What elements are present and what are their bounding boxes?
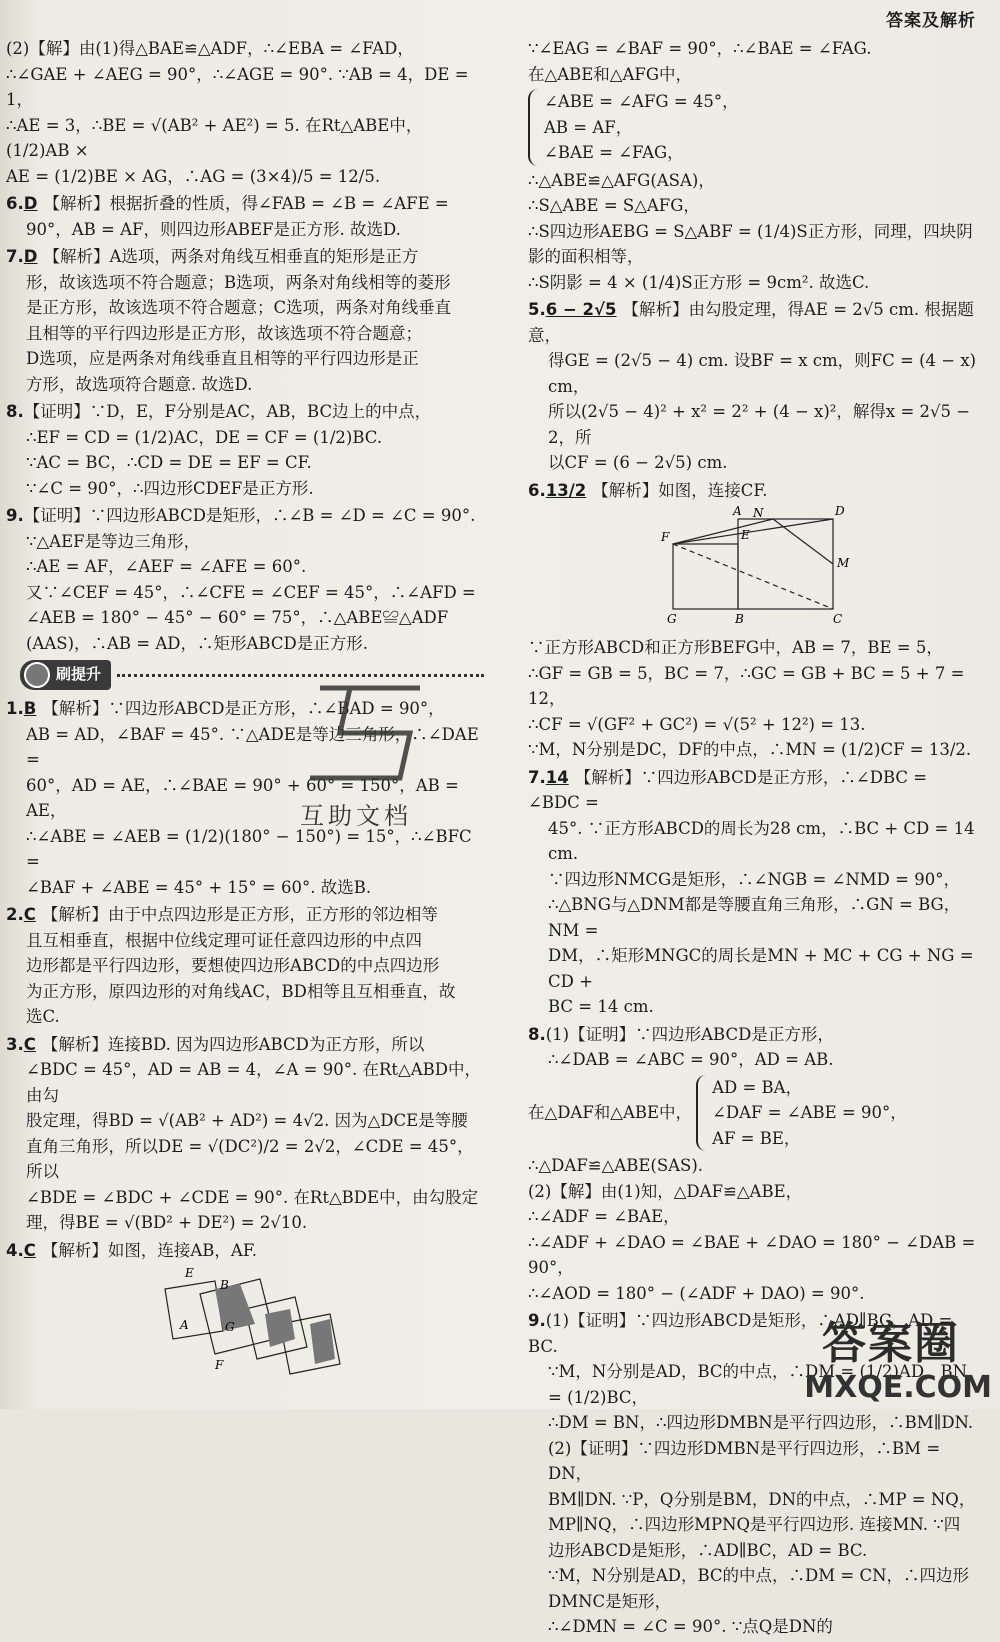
point-label: E: [741, 528, 750, 542]
answer-line: 边形ABCD是矩形，∴AD∥BC，AD = BC.: [548, 1540, 868, 1560]
point-label: M: [837, 556, 850, 570]
answer-item-k3: [6, 1032, 484, 1236]
answer-line: 所以(2√5 − 4)² + x² = 2² + (4 − x)²，解得x = 2√5 − 2，所: [548, 402, 971, 447]
brace-line: AF = BE，: [712, 1128, 801, 1148]
answer-line: 又∵∠CEF = 45°，∴∠CFE = ∠CEF = 45°，∴∠AFD =: [26, 582, 476, 602]
question-number: 5.: [528, 300, 546, 319]
answer-line: ∴CF = √(GF² + GC²) = √(5² + 12²) = 13.: [528, 714, 866, 734]
answer-line: 6.D 【解析】根据折叠的性质，得∠FAB = ∠B = ∠AFE =: [6, 194, 449, 213]
answer-line: D选项，应是两条对角线垂直且相等的平行四边形是正: [26, 349, 419, 368]
answer-item-r8b: [528, 1075, 978, 1152]
section-divider: [117, 674, 484, 677]
answer-item-r1c: [528, 168, 978, 296]
answer-choice: B: [23, 699, 37, 718]
answer-line: 理，得BE = √(BD² + DE²) = 2√10.: [26, 1213, 308, 1232]
answer-line: ∴∠DAB = ∠ABC = 90°，AD = AB.: [548, 1050, 834, 1069]
answer-item-r7: [528, 765, 978, 1020]
answer-line: ∴△DAF≌△ABE(SAS).: [528, 1156, 704, 1175]
answer-line: 2.C 【解析】由于中点四边形是正方形，正方形的邻边相等: [6, 905, 438, 924]
answer-line: 5.6 − 2√5 【解析】由勾股定理，得AE = 2√5 cm. 根据题意，: [528, 300, 974, 345]
answer-line: DMNC是矩形，: [548, 1591, 672, 1611]
answer-line: 且互相垂直，根据中位线定理可证任意四边形的中点四: [26, 930, 422, 950]
answer-line: 1.B 【解析】∵四边形ABCD是正方形，∴∠BAD = 90°，: [6, 699, 445, 718]
answer-line: (2)【解】由(1)知，△DAF≌△ABE，: [528, 1181, 803, 1201]
answer-item-l9: [6, 503, 484, 656]
brace-mark: [528, 89, 540, 166]
answer-line: 边形都是平行四边形，要想使四边形ABCD的中点四边形: [26, 956, 440, 975]
answer-line: ∠BAF + ∠ABE = 45° + 15° = 60°. 故选B.: [26, 877, 372, 897]
pencil-icon: [24, 662, 50, 688]
answer-line: ∴DM = BN，∴四边形DMBN是平行四边形，∴BM∥DN.: [548, 1413, 974, 1432]
answer-line: BM∥DN. ∵P，Q分别是BM，DN的中点，∴MP = NQ，: [548, 1489, 976, 1509]
answer-line: 45°. ∵正方形ABCD的周长为28 cm，∴BC + CD = 14 cm.: [548, 818, 975, 863]
answer-line: 90°，AB = AF，则四边形ABEF是正方形. 故选D.: [26, 219, 401, 239]
brace-line: AB = AF，: [544, 117, 633, 137]
square-figure-left: [145, 1266, 345, 1389]
answer-line: ∵△AEF是等边三角形，: [26, 531, 201, 551]
answer-line: 且相等的平行四边形是正方形，故该选项不符合题意；: [26, 323, 422, 343]
answer-line: AB = AD，∠BAF = 45°. ∵△ADE是等边三角形，∴∠DAE =: [26, 724, 479, 769]
answer-line: 7.14 【解析】∵四边形ABCD是正方形，∴∠DBC = ∠BDC =: [528, 767, 928, 812]
answer-line: 股定理，得BD = √(AB² + AD²) = 4√2. 因为△DCE是等腰: [26, 1111, 468, 1130]
answer-choice: C: [23, 1240, 36, 1260]
question-number: 9.: [528, 1311, 546, 1330]
answer-item-r8c: [528, 1153, 978, 1306]
answer-item-l8: [6, 399, 484, 501]
question-number: 8.: [528, 1024, 546, 1044]
brace-line: AD = BA，: [712, 1077, 803, 1097]
answer-line: 4.C 【解析】如图，连接AB，AF.: [6, 1240, 257, 1260]
answer-line: ∴AE = AF，∠AEF = ∠AFE = 60°.: [26, 557, 307, 576]
answer-line: ∴EF = CD = (1/2)AC，DE = CF = (1/2)BC.: [26, 427, 383, 447]
answer-choice: 14: [545, 767, 569, 787]
question-number: 6.: [528, 480, 546, 500]
answer-line: 为正方形，原四边形的对角线AC，BD相等且互相垂直，故: [26, 981, 456, 1001]
answer-line: ∴△BNG与△DNM都是等腰直角三角形，∴GN = BG，NM =: [548, 895, 961, 940]
answer-line: ∴∠DMN = ∠C = 90°. ∵点Q是DN的: [548, 1617, 833, 1636]
answer-line: 6.13/2 【解析】如图，连接CF.: [528, 480, 768, 500]
answer-line: 在△ABE和△AFG中，: [528, 64, 693, 84]
answer-choice: C: [23, 1034, 36, 1054]
answer-choice: 13/2: [545, 480, 587, 500]
answer-line: (2)【证明】∵四边形DMBN是平行四边形，∴BM = DN，: [548, 1438, 941, 1483]
point-label: D: [835, 504, 845, 518]
point-label: B: [735, 612, 744, 626]
point-label: E: [185, 1266, 194, 1280]
answer-line: ∴S阴影 = 4 × (1/4)S正方形 = 9cm². 故选C.: [528, 272, 870, 292]
watermark-logo: [300, 678, 440, 788]
answer-item-r6: [528, 478, 978, 504]
answer-line: ∵∠C = 90°，∴四边形CDEF是正方形.: [26, 478, 314, 498]
answer-line: 9.(1)【证明】∵四边形ABCD是矩形，∴AD∥BC，AD = BC.: [528, 1311, 953, 1356]
answer-line: ∠BDC = 45°，AD = AB = 4，∠A = 90°. 在Rt△ABD中，由勾: [26, 1060, 481, 1105]
question-number: 7.: [6, 247, 24, 266]
answer-item-k2: [6, 902, 484, 1030]
point-label: A: [733, 504, 742, 518]
answer-line: 8.【证明】∵D，E，F分别是AC，AB，BC边上的中点，: [6, 402, 432, 421]
answer-item-l1: [6, 36, 484, 189]
brace-line: ∠BAE = ∠FAG，: [544, 143, 684, 162]
watermark-url: MXQE.COM: [804, 1370, 992, 1405]
answer-line: ∴∠ADF + ∠DAO = ∠BAE + ∠DAO = 180° − ∠DAB = 90°，: [528, 1232, 976, 1277]
answer-item-l6: [6, 191, 484, 242]
question-number: 8.: [6, 402, 24, 421]
page-header: 答案及解析: [886, 11, 976, 31]
answer-line: 8.(1)【证明】∵四边形ABCD是正方形，: [528, 1024, 834, 1044]
answer-line: ∵AC = BC，∴CD = DE = EF = CF.: [26, 453, 312, 472]
answer-line: 方形，故选项符合题意. 故选D.: [26, 374, 253, 394]
answer-line: ∵M，N分别是DC，DF的中点，∴MN = (1/2)CF = 13/2.: [528, 740, 972, 759]
answer-line: ∴GF = GB = 5，BC = 7，∴GC = GB + BC = 5 + 7 = 12，: [528, 663, 965, 708]
answer-line: AE = (1/2)BE × AG，∴AG = (3×4)/5 = 12/5.: [6, 166, 381, 186]
answer-line: ∴∠GAE + ∠AEG = 90°，∴∠AGE = 90°. ∵AB = 4，DE = 1，: [6, 64, 469, 109]
answer-line: (2)【解】由(1)得△BAE≌△ADF，∴∠EBA = ∠FAD，: [6, 39, 414, 58]
answer-line: 选C.: [26, 1007, 60, 1026]
answer-item-r1b: [528, 89, 978, 166]
answer-choice: D: [23, 194, 38, 213]
answer-line: ∵∠EAG = ∠BAF = 90°，∴∠BAE = ∠FAG.: [528, 39, 872, 58]
question-number: 1.: [6, 699, 24, 718]
square-figure-right: [653, 504, 853, 629]
answer-line: (AAS)，∴AB = AD，∴矩形ABCD是正方形.: [26, 633, 368, 653]
answer-line: 直角三角形，所以DE = √(DC²)/2 = 2√2，∠CDE = 45°，所以: [26, 1136, 474, 1181]
square-1: [165, 1281, 223, 1339]
answer-line: DM，∴矩形MNGC的周长是MN + MC + CG + NG = CD +: [548, 946, 974, 991]
question-number: 6.: [6, 194, 24, 213]
answer-line: ∴AE = 3，∴BE = √(AB² + AE²) = 5. 在Rt△ABE中，(1/2)AB ×: [6, 115, 423, 160]
answer-line: 是正方形，故该选项不符合题意；C选项，两条对角线垂直: [26, 298, 452, 317]
brace-line: ∠DAF = ∠ABE = 90°，: [712, 1103, 907, 1122]
answer-item-k4: [6, 1238, 484, 1264]
section-title: 刷提升: [56, 665, 102, 684]
answer-choice: C: [23, 905, 36, 924]
answer-line: 得GE = (2√5 − 4) cm. 设BF = x cm，则FC = (4 − x) cm，: [548, 351, 977, 396]
watermark-text: 互助文档: [300, 802, 412, 830]
answer-line: MP∥NQ，∴四边形MPNQ是平行四边形. 连接MN. ∵四: [548, 1515, 961, 1534]
question-number: 2.: [6, 905, 24, 924]
answer-line: ∠BDE = ∠BDC + ∠CDE = 90°. 在Rt△BDE中，由勾股定: [26, 1187, 479, 1207]
point-label: G: [225, 1320, 235, 1334]
answer-item-r5: [528, 297, 978, 476]
answer-line: 以CF = (6 − 2√5) cm.: [548, 453, 728, 472]
question-number: 3.: [6, 1034, 24, 1054]
question-number: 9.: [6, 506, 24, 525]
answer-line: 形，故该选项不符合题意；B选项，两条对角线相等的菱形: [26, 272, 451, 292]
brace-prefix: 在△DAF和△ABE中，: [528, 1103, 693, 1122]
point-label: F: [215, 1358, 224, 1372]
answer-item-r8: [528, 1022, 978, 1073]
answer-line: ∵正方形ABCD和正方形BEFG中，AB = 7，BE = 5，: [528, 638, 943, 657]
brace-line: ∠ABE = ∠AFG = 45°，: [544, 92, 739, 111]
question-number: 7.: [528, 767, 546, 787]
answer-line: 7.D 【解析】A选项，两条对角线互相垂直的矩形是正方: [6, 247, 419, 266]
brace-mark: [696, 1075, 708, 1152]
point-label: F: [661, 530, 670, 544]
point-label: B: [220, 1278, 229, 1292]
answer-line: ∴S四边形AEBG = S△ABF = (1/4)S正方形，同理，四块阴影的面积相等，: [528, 221, 973, 266]
answer-item-r1: [528, 36, 978, 87]
answer-line: ∴∠ADF = ∠BAE，: [528, 1207, 680, 1226]
answer-item-r6b: [528, 635, 978, 763]
answer-choice: D: [23, 247, 38, 266]
answer-line: ∴S△ABE = S△AFG，: [528, 196, 700, 215]
answer-item-l7: [6, 244, 484, 397]
answer-line: ∵四边形NMCG是矩形，∴∠NGB = ∠NMD = 90°，: [548, 869, 960, 889]
section-badge: [20, 660, 111, 690]
answer-line: ∴∠AOD = 180° − (∠ADF + DAO) = 90°.: [528, 1283, 865, 1303]
point-label: G: [667, 612, 677, 626]
answer-line: ∵M，N分别是AD，BC的中点，∴DM = (1/2)AD，BN = (1/2)BC，: [548, 1362, 968, 1407]
answer-line: ∠AEB = 180° − 45° − 60° = 75°，∴△ABE≌△ADF: [26, 608, 449, 627]
answer-line: 60°，AD = AE，∴∠BAE = 90° + 60° = 150°，AB = AE，: [26, 775, 459, 820]
point-label: N: [753, 506, 764, 520]
point-label: A: [180, 1318, 189, 1332]
answer-line: BC = 14 cm.: [548, 997, 654, 1016]
watermark-site: 答案圈: [822, 1318, 960, 1369]
answer-line: 9.【证明】∵四边形ABCD是矩形，∴∠B = ∠D = ∠C = 90°.: [6, 506, 476, 525]
question-number: 4.: [6, 1240, 24, 1260]
answer-line: ∴△ABE≌△AFG(ASA)，: [528, 170, 715, 190]
answer-line: ∵M，N分别是AD，BC的中点，∴DM = CN，∴四边形: [548, 1566, 970, 1585]
point-label: C: [833, 612, 843, 626]
answer-line: 3.C 【解析】连接BD. 因为四边形ABCD为正方形，所以: [6, 1034, 425, 1054]
answer-choice: 6 − 2√5: [545, 300, 617, 319]
answer-line: ∴∠ABE = ∠AEB = (1/2)(180° − 150°) = 15°，∴∠BFC =: [26, 826, 472, 871]
